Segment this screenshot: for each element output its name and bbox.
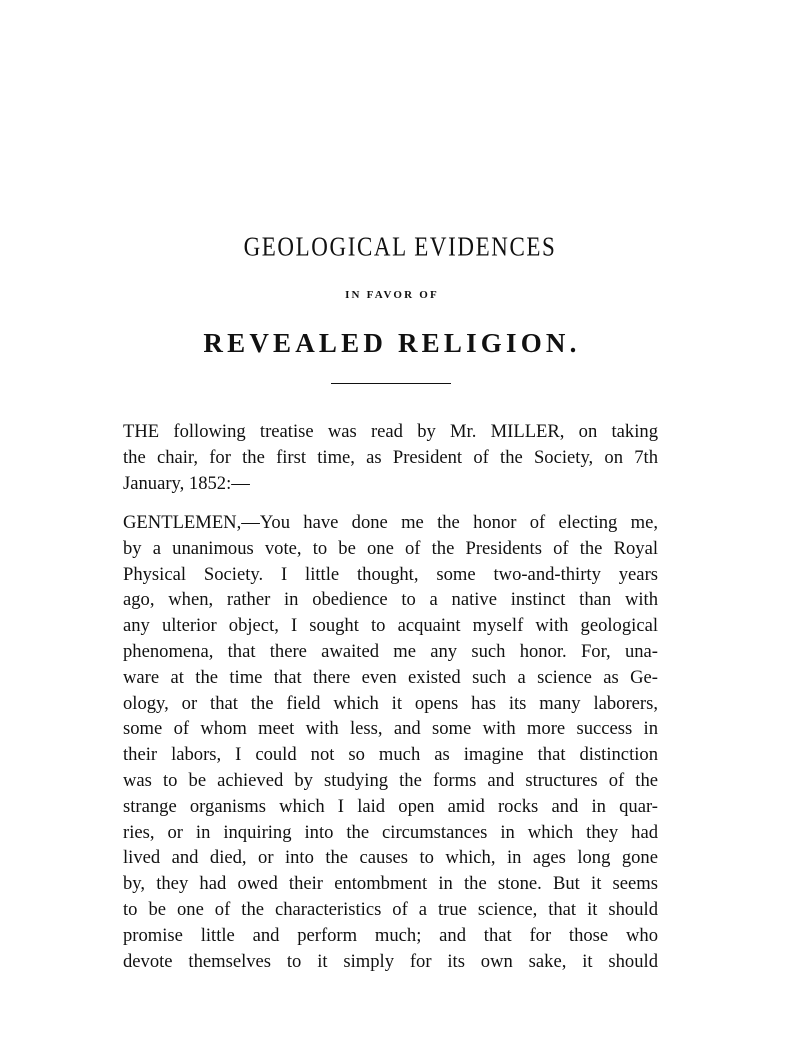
text-line: GENTLEMEN,—You have done me the honor of electing me,	[123, 512, 658, 533]
text-line: Physical Society. I little thought, some two-and-thirty years	[123, 563, 658, 585]
text-line: ries, or in inquiring into the circumstances in which they had	[123, 821, 658, 843]
text-line: was to be achieved by studying the forms and structures of the	[123, 769, 658, 791]
text-line: ware at the time that there even existed such a science as Ge-	[123, 666, 658, 688]
title-divider	[331, 383, 451, 384]
text-line: by a unanimous vote, to be one of the Presidents of the Royal	[123, 537, 658, 559]
text-line: some of whom meet with less, and some with more success in	[123, 718, 658, 740]
text-line: phenomena, that there awaited me any such honor. For, una-	[123, 640, 658, 662]
text-line: ology, or that the field which it opens has its many laborers,	[123, 692, 658, 714]
text-line: promise little and perform much; and that for those who	[123, 924, 658, 946]
text-line: THE following treatise was read by Mr. MILLER, on taking	[123, 421, 658, 442]
text-line: their labors, I could not so much as imagine that distinction	[123, 744, 658, 766]
title-main: GEOLOGICAL EVIDENCES	[243, 232, 557, 262]
text-line: lived and died, or into the causes to which, in ages long gone	[123, 847, 658, 869]
intro-paragraph	[123, 419, 658, 496]
title-connector: IN FAVOR OF	[345, 289, 439, 301]
text-line: to be one of the characteristics of a true science, that it should	[123, 898, 658, 920]
text-line: by, they had owed their entombment in the stone. But it seems	[123, 873, 658, 895]
text-line: January, 1852:—	[123, 472, 250, 494]
text-line: strange organisms which I laid open amid rocks and in quar-	[123, 795, 658, 817]
text-line: the chair, for the first time, as President of the Society, on 7th	[123, 446, 658, 468]
address-paragraph	[123, 510, 658, 974]
text-line: any ulterior object, I sought to acquaint myself with geological	[123, 615, 658, 637]
text-line: devote themselves to it simply for its own sake, it should	[123, 950, 658, 972]
text-line: ago, when, rather in obedience to a native instinct than with	[123, 589, 658, 611]
title-subject: REVEALED RELIGION.	[203, 328, 581, 358]
